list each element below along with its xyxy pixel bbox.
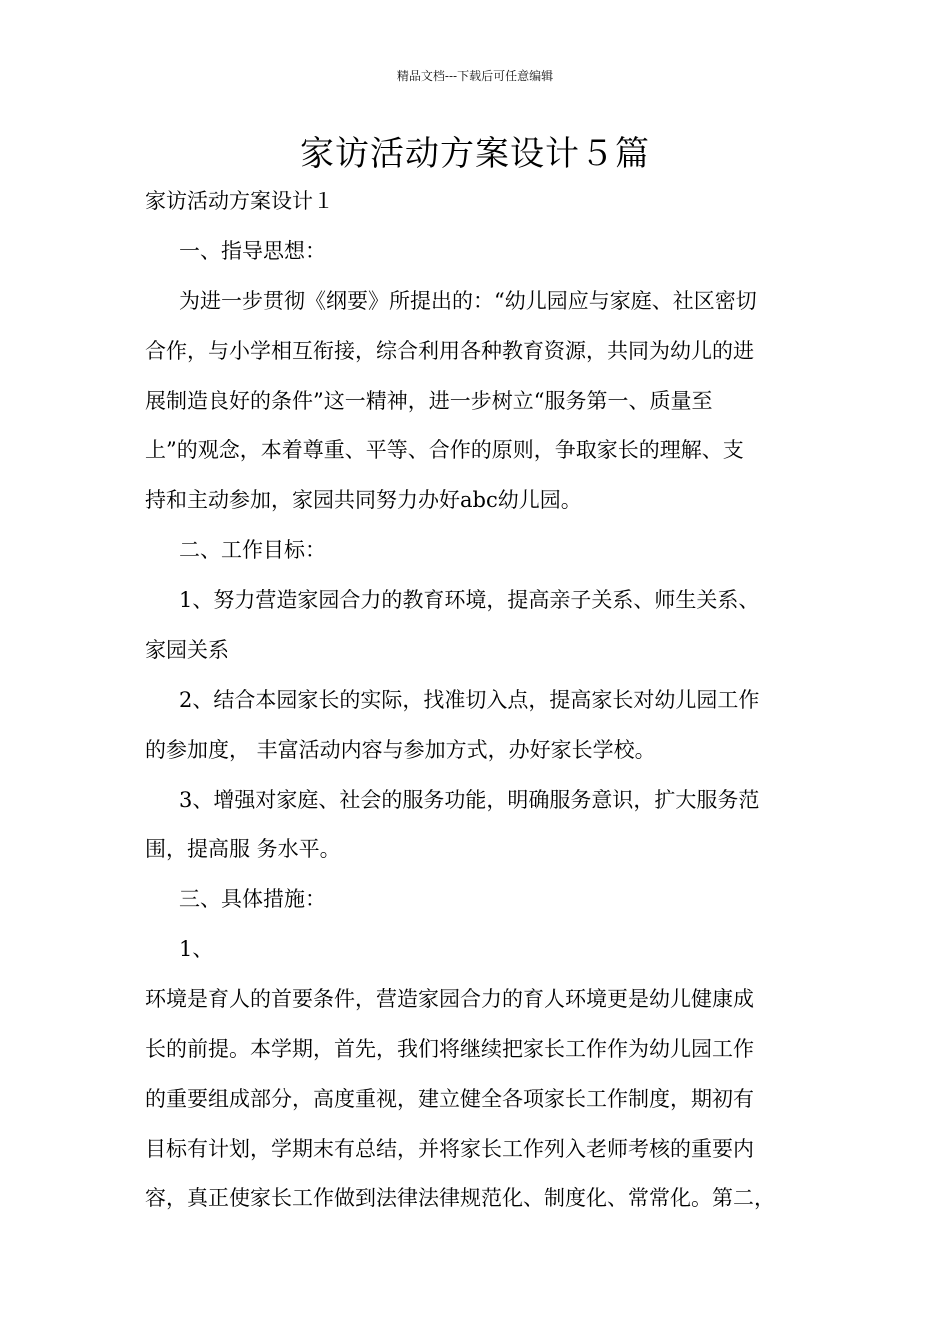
paragraph-line: 长的前提。本学期，首先，我们将继续把家长工作作为幼儿园工作: [145, 1037, 754, 1061]
paragraph-line: 为进一步贯彻《纲要》所提出的：“幼儿园应与家庭、社区密切: [179, 289, 757, 313]
paragraph-line: 3、增强对家庭、社会的服务功能，明确服务意识，扩大服务范: [179, 788, 760, 812]
paragraph-line: 的参加度， 丰富活动内容与参加方式，办好家长学校。: [145, 738, 656, 762]
document-title: 家访活动方案设计５篇: [300, 134, 650, 174]
paragraph-line: 展制造良好的条件”这一精神，进一步树立“服务第一、质量至: [145, 389, 713, 413]
paragraph-line: 容，真正使家长工作做到法律法律规范化、制度化、常常化。第二，: [145, 1186, 775, 1210]
paragraph-line: 一、指导思想：: [179, 239, 326, 263]
paragraph-line: 家园关系: [145, 638, 229, 662]
paragraph-line: 围，提高服 务水平。: [145, 837, 341, 861]
paragraph-line: 1、: [179, 937, 214, 961]
paragraph-line: 二、工作目标：: [179, 538, 326, 562]
paragraph-line: 2、结合本园家长的实际，找准切入点，提高家长对幼儿园工作: [179, 688, 760, 712]
section-heading: 家访活动方案设计１: [145, 189, 334, 213]
paragraph-line: 环境是育人的首要条件，营造家园合力的育人环境更是幼儿健康成: [145, 987, 754, 1011]
paragraph-line: 上”的观念，本着尊重、平等、合作的原则，争取家长的理解、支: [145, 438, 744, 462]
header-note: 精品文档---下载后可任意编辑: [396, 69, 554, 83]
paragraph-line: 1、努力营造家园合力的教育环境，提高亲子关系、师生关系、: [179, 588, 760, 612]
paragraph-line: 目标有计划，学期末有总结，并将家长工作列入老师考核的重要内: [145, 1137, 754, 1161]
paragraph-line: 合作，与小学相互衔接，综合利用各种教育资源，共同为幼儿的进: [145, 339, 754, 363]
paragraph-line: 的重要组成部分，高度重视，建立健全各项家长工作制度，期初有: [145, 1087, 754, 1111]
paragraph-line: 持和主动参加，家园共同努力办好abc幼儿园。: [145, 488, 582, 512]
paragraph-line: 三、具体措施：: [179, 887, 326, 911]
